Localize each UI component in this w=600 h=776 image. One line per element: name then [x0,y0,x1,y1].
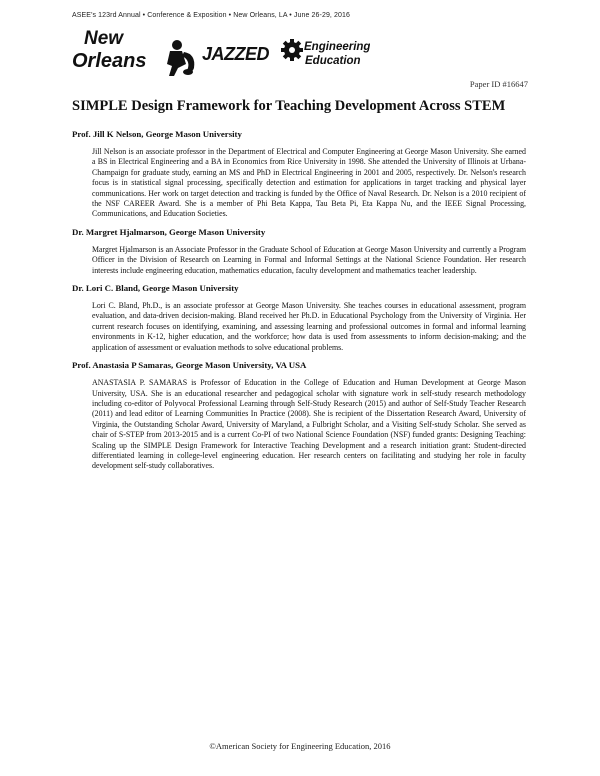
logo-word-jazzed: JAZZED [202,44,270,64]
author-name: Dr. Margret Hjalmarson, George Mason University [72,226,266,237]
gear-icon [281,39,303,61]
logo-word-new: New [84,28,124,49]
author-block [72,360,528,472]
author-name: Dr. Lori C. Bland, George Mason University [72,283,239,294]
author-name: Prof. Anastasia P Samaras, George Mason University, VA USA [72,360,307,371]
author-bio: ANASTASIA P. SAMARAS is Professor of Education in the College of Education and Human Development at George Mason University, USA. She is an educational researcher and pedagogical scholar with signature work in self-study research methodology including co-editor of Polyvocal Professional Learning through Self-Study Research (2015) and author of Self-Study Teacher Research (2011) and lead editor of Learning Communities In Practice (2008). She is recipient of the Dissertation Research Award, University of Virginia, the Outstanding Scholar Award, University of Maryland, a Fulbright Scholar, and a Visiting Self-study Scholar. She served as chair of S-STEP from 2013-2015 and is a current Co-PI of two National Science Foundation (NSF) funded grants: Designing Teaching: Scaling up the SIMPLE Design Framework for Interactive Teaching Development and a research initiation grant: Student-directed differentiated learning in college-level engineering education. Her research centers on facilitating and studying her role in faculty development self-study collaboratives. [92,378,526,471]
author-bio: Lori C. Bland, Ph.D., is an associate professor at George Mason University. She teaches courses in educational assessment, program evaluation, and data-driven decision-making. Bland received her Ph.D. in Educational Psychology from the University of Virginia. Her current research focuses on identifying, examining, and assessing learning and professional outcomes in formal and informal learning environments in K-12, higher education, and the workforce; how data is used from assessments to inform decision-making; and the application of assessment or evaluation methods to solve educational problems. [92,301,526,352]
saxophone-player-icon [167,40,194,76]
logo-word-education: Education [305,55,361,67]
author-block [72,227,528,276]
conference-logo [70,24,370,80]
author-bios [72,129,528,479]
paper-title: SIMPLE Design Framework for Teaching Development Across STEM [72,98,506,114]
author-block [72,129,528,220]
paper-id: Paper ID #16647 [469,79,528,89]
logo-word-engineering: Engineering [304,41,370,53]
logo-word-orleans: Orleans [72,50,147,72]
copyright-footer: ©American Society for Engineering Education, 2016 [209,741,391,751]
author-bio: Jill Nelson is an associate professor in the Department of Electrical and Computer Engineering at George Mason University. She earned a BS in Electrical Engineering and a BA in Economics from Rice University in 1998. She attended the University of Illinois at Urbana-Champaign for graduate study, earning an MS and PhD in Electrical Engineering in 2001 and 2005, respectively. Dr. Nelson's research focus is in statistical signal processing, specifically detection and estimation for applications in target tracking and physical layer communications. Her work on target detection and tracking is funded by the Office of Naval Research. Dr. Nelson is a 2010 recipient of the NSF CAREER Award. She is a member of Phi Beta Kappa, Tau Beta Pi, Eta Kappa Nu, and the IEEE Signal Processing, Communications, and Education Societies. [92,147,526,219]
author-bio: Margret Hjalmarson is an Associate Professor in the Graduate School of Education at George Mason University and currently a Program Officer in the Division of Research on Learning in Formal and Informal Settings at the National Science Foundation. Her research interests include engineering education, mathematics education, faculty development and mathematics teacher leadership. [92,244,526,275]
conference-line: ASEE's 123rd Annual • Conference & Exposition • New Orleans, LA • June 26-29, 2016 [72,12,350,19]
author-block [72,283,528,353]
author-name: Prof. Jill K Nelson, George Mason University [72,129,242,139]
